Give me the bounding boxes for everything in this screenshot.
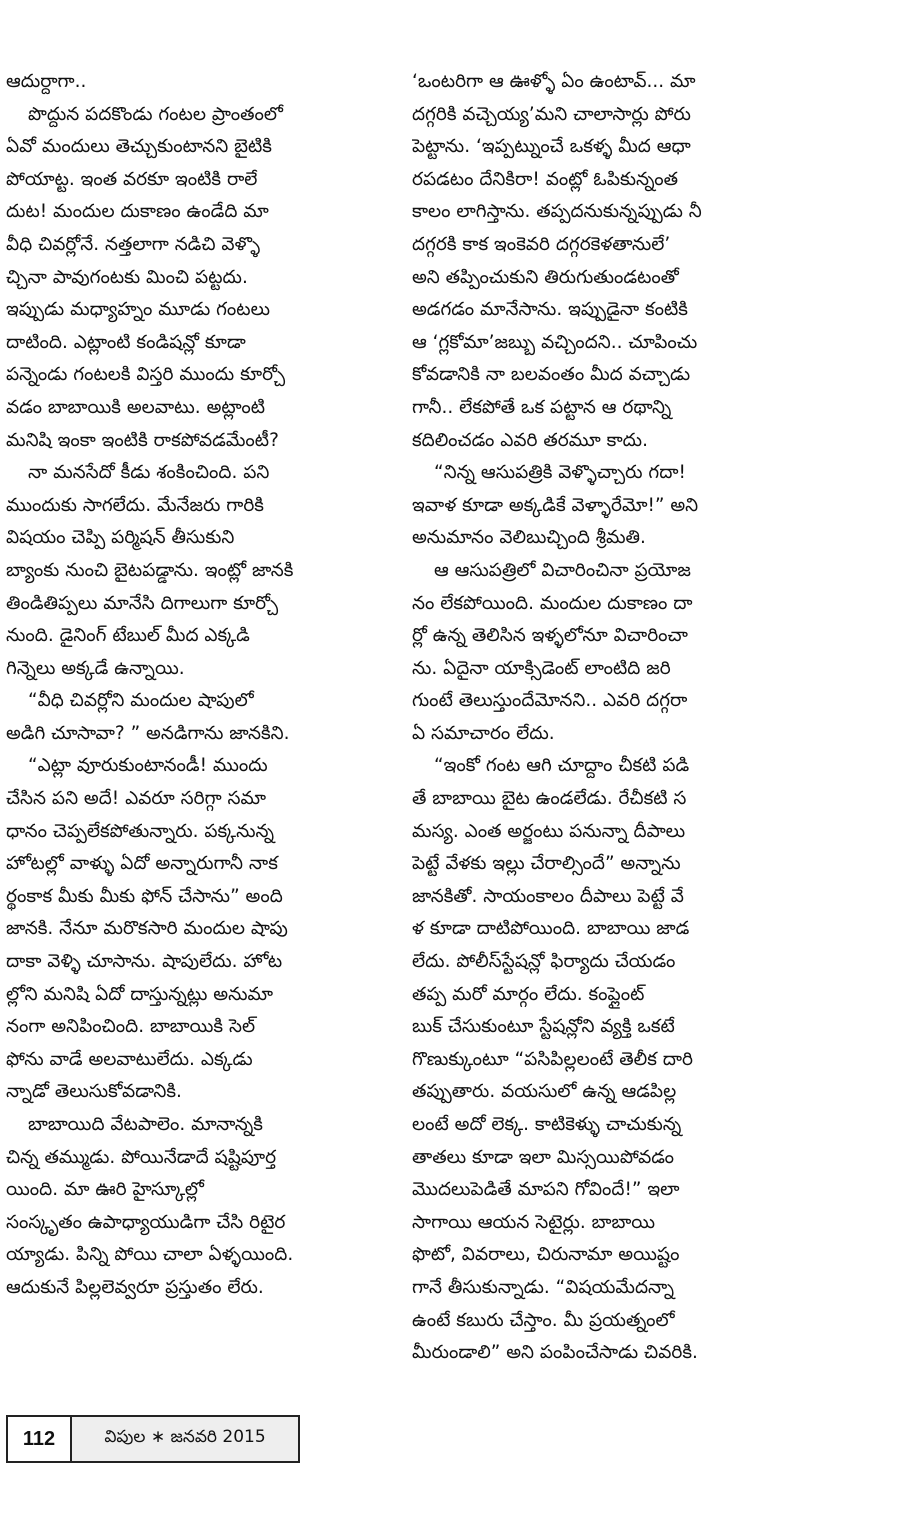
text-line: ముందుకు సాగలేదు. మేనేజరు గారికి (6, 494, 264, 516)
text-line: ఏ సమాచారం లేదు. (412, 722, 555, 744)
text-line: పన్నెండు గంటలకి విస్తరి ముందు కూర్చో (6, 364, 286, 386)
text-line: య్యాడు. పిన్ని పోయి చాలా ఏళ్ళయింది. (6, 1244, 294, 1266)
text-line: ళ కూడా దాటిపోయింది. బాబాయి జాడ (412, 918, 690, 940)
text-line: మీరుండాలి” అని పంపించేసాడు చివరికి. (412, 1342, 698, 1364)
text-line: పెట్టే వేళకు ఇల్లు చేరాల్సిందే” అన్నాను (412, 853, 681, 875)
text-line: నం లేకపోయింది. మందుల దుకాణం దా (412, 592, 693, 614)
text-line: గిన్నెలు అక్కడే ఉన్నాయి. (6, 657, 185, 679)
text-line: నుంది. డైనింగ్ టేబుల్ మీద ఎక్కడి (6, 625, 250, 647)
text-line: గానీ.. లేకపోతే ఒక పట్టాన ఆ రథాన్ని (412, 396, 672, 418)
text-line: దుట! మందుల దుకాణం ఉండేది మా (6, 201, 269, 223)
text-line: ఆ ‘గ్లకోమా’జబ్బు వచ్చిందని.. చూపించు (412, 331, 698, 353)
text-line: ఫొటో, వివరాలు, చిరునామా అయిష్టం (412, 1244, 680, 1266)
text-line: “ఎట్లా వూరుకుంటానండీ! ముందు (28, 755, 268, 777)
text-line: పొద్దున పదకొండు గంటల ప్రాంతంలో (28, 103, 283, 125)
text-line: ధానం చెప్పలేకపోతున్నారు. పక్కనున్న (6, 820, 274, 842)
right-text-column (412, 66, 788, 1370)
text-line: లంటే అదో లెక్క. కాటికెళ్ళు చాచుకున్న (412, 1114, 682, 1135)
text-line: సాగాయి ఆయన సెటైర్లు. బాబాయి (412, 1211, 656, 1233)
text-line: మనిషి ఇంకా ఇంటికి రాకపోవడమేంటీ? (6, 429, 279, 451)
text-line: కోవడానికి నా బలవంతం మీద వచ్చాడు (412, 364, 691, 386)
text-line: తప్పుతారు. వయసులో ఉన్న ఆడపిల్ల (412, 1081, 677, 1103)
text-line: బాబాయిది వేటపాలెం. మానాన్నకి (28, 1114, 263, 1135)
text-line: కాలం లాగిస్తాను. తప్పదనుకున్నప్పుడు నీ (412, 201, 702, 223)
text-line: అడిగి చూసావా? ” అనడిగాను జానకిని. (6, 722, 290, 744)
text-line: ను. ఏదైనా యాక్సిడెంట్ లాంటిది జరి (412, 657, 671, 679)
text-line: ర్లో ఉన్న తెలిసిన ఇళ్ళలోనూ విచారించా (412, 625, 688, 647)
text-line: గానే తీసుకున్నాడు. “విషయమేదన్నా (412, 1276, 675, 1298)
text-line: ‘ఒంటరిగా ఆ ఊళ్ళో ఏం ఉంటావ్... మా (412, 71, 696, 92)
text-line: దాకా వెళ్ళి చూసాను. షాపులేదు. హోట (6, 951, 283, 973)
text-line: లేదు. పోలీస్‌స్టేషన్లో ఫిర్యాదు చేయడం (412, 951, 676, 973)
magazine-issue-label: విపుల ∗ జనవరి 2015 (72, 1417, 298, 1461)
text-line: జానకి. నేనూ మరొకసారి మందుల షాపు (6, 918, 288, 940)
text-line: గుంటే తెలుస్తుందేమోనని.. ఎవరి దగ్గరా (412, 690, 688, 712)
left-text-column (6, 66, 382, 1305)
text-line: దగ్గరకి కాక ఇంకెవరి దగ్గరకెళతానులే’ (412, 233, 671, 255)
text-line: రపడటం దేనికిరా! వంట్లో ఓపికున్నంత (412, 168, 679, 190)
text-line: ఉంటే కబురు చేస్తాం. మీ ప్రయత్నంలో (412, 1309, 675, 1331)
text-line: తిండితిప్పలు మానేసి దిగాలుగా కూర్చో (6, 592, 279, 614)
page-number: 112 (8, 1417, 72, 1461)
text-line: ఫోను వాడే అలవాటులేదు. ఎక్కడు (6, 1048, 253, 1070)
text-line: ఏవో మందులు తెచ్చుకుంటానని బైటికి (6, 136, 272, 158)
text-line: అనుమానం వెలిబుచ్చింది శ్రీమతి. (412, 527, 646, 549)
text-line: విషయం చెప్పి పర్మిషన్ తీసుకుని (6, 527, 235, 549)
text-line: సంస్కృతం ఉపాధ్యాయుడిగా చేసి రిటైర (6, 1211, 286, 1233)
text-line: అని తప్పించుకుని తిరుగుతుండటంతో (412, 266, 679, 288)
text-line: తే బాబాయి బైట ఉండలేడు. రేచీకటి స (412, 788, 687, 810)
text-line: చేసిన పని అదే! ఎవరూ సరిగ్గా సమా (6, 788, 266, 810)
text-line: ఆదుకునే పిల్లలెవ్వరూ ప్రస్తుతం లేరు. (6, 1276, 264, 1298)
text-line: హోటల్లో వాళ్ళు ఏదో అన్నారుగానీ నాక (6, 853, 278, 875)
text-line: తాతలు కూడా ఇలా మిస్సయిపోవడం (412, 1146, 675, 1168)
text-line: బ్యాంకు నుంచి బైటపడ్డాను. ఇంట్లో జానకి (6, 559, 294, 581)
text-line: తప్ప మరో మార్గం లేదు. కంప్లైంట్ (412, 983, 645, 1005)
text-line: చ్చినా పావుగంటకు మించి పట్టదు. (6, 266, 248, 288)
text-line: గొణుక్కుంటూ “పసిపిల్లలంటే తెలీక దారి (412, 1048, 693, 1070)
text-line: వడం బాబాయికి అలవాటు. అట్లాంటి (6, 396, 266, 418)
text-line: అడగడం మానేసాను. ఇప్పుడైనా కంటికి (412, 299, 688, 321)
text-line: దాటింది. ఎట్లాంటి కండిషన్లో కూడా (6, 331, 246, 353)
text-line: యింది. మా ఊరి హైస్కూల్లో (6, 1179, 204, 1201)
text-line: “ఇంకో గంట ఆగి చూద్దాం చీకటి పడి (434, 755, 690, 777)
text-line: మొదలుపెడితే మాపని గోవిందే!” ఇలా (412, 1179, 680, 1201)
text-line: చిన్న తమ్ముడు. పోయినేడాదే షష్టిపూర్త (6, 1146, 277, 1168)
text-line: “వీధి చివర్లోని మందుల షాపులో (28, 690, 254, 712)
text-line: పోయాట్ట. ఇంత వరకూ ఇంటికి రాలే (6, 168, 258, 190)
text-line: “నిన్న ఆసుపత్రికి వెళ్ళొచ్చారు గదా! (434, 462, 686, 484)
text-line: దగ్గరికి వచ్చెయ్య’మని చాలాసార్లు పోరు (412, 103, 691, 125)
text-line: ఇప్పుడు మధ్యాహ్నం మూడు గంటలు (6, 299, 271, 321)
text-line: న్నాడో తెలుసుకోవడానికి. (6, 1081, 182, 1103)
text-line: నంగా అనిపించింది. బాబాయికి సెల్ (6, 1016, 256, 1038)
text-line: వీధి చివర్లోనే. నత్తలాగా నడిచి వెళ్ళొ (6, 233, 261, 255)
page-footer (6, 1415, 300, 1463)
text-line: నా మనసేదో కీడు శంకించింది. పని (28, 462, 270, 484)
text-line: మస్య. ఎంత అర్జంటు పనున్నా దీపాలు (412, 820, 686, 842)
text-line: ల్లోని మనిషి ఏదో దాస్తున్నట్లు అనుమా (6, 983, 274, 1005)
text-line: ఆదుర్దాగా.. (6, 71, 87, 92)
text-line: పెట్టాను. ‘ఇప్పట్నుంచే ఒకళ్ళ మీద ఆధా (412, 136, 691, 158)
text-line: బుక్ చేసుకుంటూ స్టేషన్లోని వ్యక్తి ఒకటే (412, 1016, 675, 1038)
text-line: కదిలించడం ఎవరి తరమూ కాదు. (412, 429, 648, 451)
text-line: ర్థంకాక మీకు మీకు ఫోన్ చేసాను” అంది (6, 885, 283, 907)
text-line: ఆ ఆసుపత్రిలో విచారించినా ప్రయోజ (434, 559, 691, 581)
text-line: జానకితో. సాయంకాలం దీపాలు పెట్టే వే (412, 885, 684, 907)
text-line: ఇవాళ కూడా అక్కడికే వెళ్ళారేమో!” అని (412, 494, 699, 516)
